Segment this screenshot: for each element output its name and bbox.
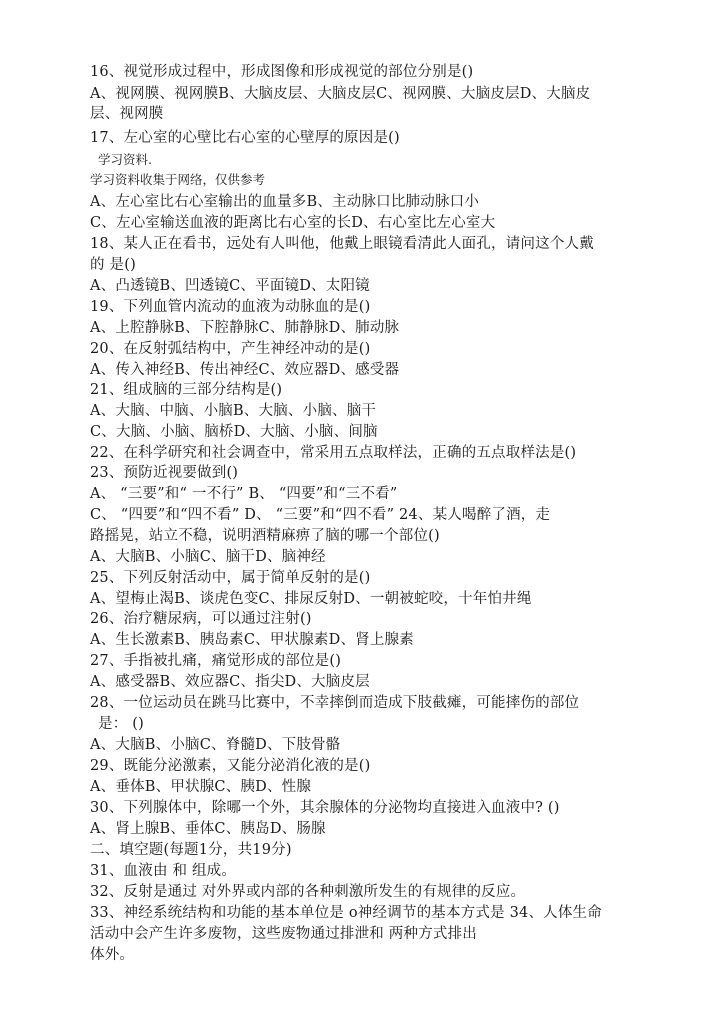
question-19-options: A、上腔静脉B、下腔静脉C、肺静脉D、肺动脉 (90, 320, 400, 336)
question-22: 22、在科学研究和社会调查中，常采用五点取样法，正确的五点取样法是() (90, 445, 577, 461)
question-20-options: A、传入神经B、传出神经C、效应器D、感受器 (90, 362, 400, 378)
question-34-end: 体外。 (90, 947, 135, 963)
question-19: 19、下列血管内流动的血液为动脉血的是() (90, 299, 371, 315)
question-16-options: A、视网膜、视网膜B、大脑皮层、大脑皮层C、视网膜、大脑皮层D、大脑皮 (90, 86, 591, 102)
question-18: 18、某人正在看书，远处有人叫他，他戴上眼镜看清此人面孔，请问这个人戴 (90, 236, 594, 252)
question-16: 16、视觉形成过程中，形成图像和形成视觉的部位分别是() (90, 64, 474, 80)
question-28-options: A、大脑B、小脑C、脊髓D、下肢骨骼 (90, 737, 341, 753)
question-17: 17、左心室的心壁比右心室的心壁厚的原因是() (90, 130, 400, 146)
question-23: 23、预防近视要做到() (90, 465, 239, 481)
question-21: 21、组成脑的三部分结构是() (90, 382, 283, 398)
question-34-cont: 活动中会产生许多废物，这些废物通过排泄和 两种方式排出 (90, 926, 478, 942)
question-33: 33、神经系统结构和功能的基本单位是 o神经调节的基本方式是 34、人体生命 (90, 905, 602, 921)
question-28-cont: 是： () (98, 716, 144, 732)
question-21-options-ab: A、大脑、中脑、小脑B、大脑、小脑、脑干 (90, 403, 377, 419)
question-23-options-cd: C、 “四要”和“四不看” D、 “三要”和“四不看” 24、某人喝醉了酒，走 (90, 507, 551, 523)
question-30: 30、下列腺体中，除哪一个外，其余腺体的分泌物均直接进入血液中? () (90, 800, 560, 816)
question-32: 32、反射是通过 对外界或内部的各种刺激所发生的有规律的反应。 (90, 884, 526, 900)
question-17-options-ab: A、左心室比右心室输出的血量多B、主动脉口比肺动脉口小 (90, 194, 480, 210)
watermark-note: 学习资料. (98, 152, 152, 167)
question-29-options: A、垂体B、甲状腺C、胰D、性腺 (90, 779, 312, 795)
question-24-cont: 路摇晃，站立不稳，说明酒精麻痹了脑的哪一个部位() (90, 528, 440, 544)
question-25: 25、下列反射活动中，属于简单反射的是() (90, 570, 371, 586)
question-28: 28、一位运动员在跳马比赛中，不幸摔倒而造成下肢截瘫，可能摔伤的部位 (90, 695, 580, 711)
question-26: 26、治疗糖尿病，可以通过注射() (90, 611, 312, 627)
question-27: 27、手指被扎痛，痛觉形成的部位是() (90, 653, 342, 669)
question-16-options-cont: 层、视网膜 (90, 106, 164, 122)
question-20: 20、在反射弧结构中，产生神经冲动的是() (90, 341, 371, 357)
question-26-options: A、生长激素B、胰岛素C、甲状腺素D、肾上腺素 (90, 632, 414, 648)
question-27-options: A、感受器B、效应器C、指尖D、大脑皮层 (90, 674, 370, 690)
question-23-options-ab: A、 “三要”和“ 一不行” B、 “四要”和“三不看” (90, 486, 398, 502)
section-fill-in-heading: 二、填空题(每题1分，共19分) (90, 842, 292, 858)
question-31: 31、血液由 和 组成。 (90, 863, 237, 879)
question-17-options-cd: C、左心室输送血液的距离比右心室的长D、右心室比左心室大 (90, 215, 496, 231)
question-18-cont: 的 是() (90, 257, 136, 273)
question-29: 29、既能分泌激素，又能分泌消化液的是() (90, 758, 371, 774)
question-25-options: A、望梅止渴B、谈虎色变C、排尿反射D、一朝被蛇咬，十年怕井绳 (90, 591, 532, 607)
watermark-note-source: 学习资料收集于网络，仅供参考 (90, 172, 266, 187)
question-18-options: A、凸透镜B、凹透镜C、平面镜D、太阳镜 (90, 278, 370, 294)
question-30-options: A、肾上腺B、垂体C、胰岛D、肠腺 (90, 821, 326, 837)
question-21-options-cd: C、大脑、小脑、脑桥D、大脑、小脑、间脑 (90, 424, 378, 440)
question-24-options: A、大脑B、小脑C、脑干D、脑神经 (90, 549, 326, 565)
